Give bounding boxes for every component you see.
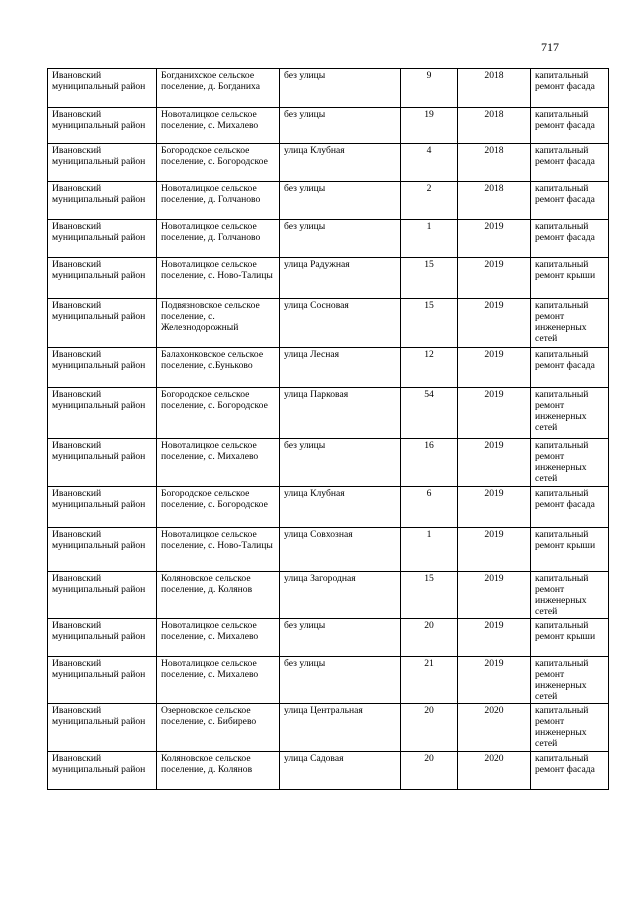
table-row: [48, 752, 609, 790]
year-cell: 2019: [458, 220, 531, 258]
settlement-cell: Новоталицкое сельское поселение, с. Михалево: [157, 439, 280, 487]
settlement-cell: Новоталицкое сельское поселение, д. Голчаново: [157, 182, 280, 220]
table-row: [48, 69, 609, 108]
table-row: [48, 182, 609, 220]
table-row: [48, 258, 609, 299]
work-type-cell: капитальный ремонт фасада: [531, 144, 609, 182]
table-row: [48, 348, 609, 388]
district-cell: Ивановский муниципальный район: [48, 220, 157, 258]
house-number-cell: 54: [401, 388, 458, 439]
street-cell: улица Садовая: [280, 752, 401, 790]
district-cell: Ивановский муниципальный район: [48, 144, 157, 182]
house-number-cell: 20: [401, 619, 458, 657]
year-cell: 2019: [458, 439, 531, 487]
table-row: [48, 487, 609, 528]
street-cell: без улицы: [280, 439, 401, 487]
work-type-cell: капитальный ремонт инженерных сетей: [531, 704, 609, 752]
street-cell: улица Загородная: [280, 572, 401, 619]
district-cell: Ивановский муниципальный район: [48, 108, 157, 144]
district-cell: Ивановский муниципальный район: [48, 348, 157, 388]
district-cell: Ивановский муниципальный район: [48, 439, 157, 487]
table-body: [48, 69, 609, 790]
table-row: [48, 108, 609, 144]
settlement-cell: Новоталицкое сельское поселение, с. Ново-Талицы: [157, 258, 280, 299]
table-row: [48, 572, 609, 619]
district-cell: Ивановский муниципальный район: [48, 388, 157, 439]
year-cell: 2018: [458, 182, 531, 220]
street-cell: улица Клубная: [280, 487, 401, 528]
house-number-cell: 9: [401, 69, 458, 108]
district-cell: Ивановский муниципальный район: [48, 299, 157, 348]
district-cell: Ивановский муниципальный район: [48, 258, 157, 299]
work-type-cell: капитальный ремонт инженерных сетей: [531, 439, 609, 487]
district-cell: Ивановский муниципальный район: [48, 619, 157, 657]
street-cell: без улицы: [280, 657, 401, 704]
work-type-cell: капитальный ремонт инженерных сетей: [531, 299, 609, 348]
table-row: [48, 439, 609, 487]
settlement-cell: Коляновское сельское поселение, д. Колянов: [157, 572, 280, 619]
settlement-cell: Озерновское сельское поселение, с. Бибирево: [157, 704, 280, 752]
work-type-cell: капитальный ремонт фасада: [531, 220, 609, 258]
house-number-cell: 15: [401, 258, 458, 299]
district-cell: Ивановский муниципальный район: [48, 704, 157, 752]
year-cell: 2018: [458, 144, 531, 182]
settlement-cell: Балахонковское сельское поселение, с.Буньково: [157, 348, 280, 388]
work-type-cell: капитальный ремонт крыши: [531, 619, 609, 657]
work-type-cell: капитальный ремонт фасада: [531, 752, 609, 790]
work-type-cell: капитальный ремонт крыши: [531, 258, 609, 299]
table-row: [48, 144, 609, 182]
year-cell: 2020: [458, 704, 531, 752]
year-cell: 2019: [458, 388, 531, 439]
year-cell: 2019: [458, 528, 531, 572]
settlement-cell: Новоталицкое сельское поселение, с. Ново-Талицы: [157, 528, 280, 572]
work-type-cell: капитальный ремонт фасада: [531, 348, 609, 388]
work-type-cell: капитальный ремонт фасада: [531, 69, 609, 108]
work-type-cell: капитальный ремонт инженерных сетей: [531, 572, 609, 619]
year-cell: 2019: [458, 487, 531, 528]
house-number-cell: 12: [401, 348, 458, 388]
settlement-cell: Новоталицкое сельское поселение, с. Михалево: [157, 619, 280, 657]
street-cell: без улицы: [280, 182, 401, 220]
house-number-cell: 2: [401, 182, 458, 220]
table-row: [48, 619, 609, 657]
house-number-cell: 15: [401, 572, 458, 619]
house-number-cell: 19: [401, 108, 458, 144]
table-row: [48, 220, 609, 258]
repair-schedule-table: [47, 68, 609, 790]
year-cell: 2019: [458, 348, 531, 388]
street-cell: улица Совхозная: [280, 528, 401, 572]
year-cell: 2019: [458, 657, 531, 704]
district-cell: Ивановский муниципальный район: [48, 69, 157, 108]
street-cell: без улицы: [280, 108, 401, 144]
table-row: [48, 657, 609, 704]
work-type-cell: капитальный ремонт фасада: [531, 182, 609, 220]
settlement-cell: Новоталицкое сельское поселение, д. Голчаново: [157, 220, 280, 258]
district-cell: Ивановский муниципальный район: [48, 752, 157, 790]
settlement-cell: Новоталицкое сельское поселение, с. Михалево: [157, 657, 280, 704]
page-number: 717: [541, 40, 559, 54]
street-cell: улица Центральная: [280, 704, 401, 752]
house-number-cell: 6: [401, 487, 458, 528]
work-type-cell: капитальный ремонт крыши: [531, 528, 609, 572]
table-row: [48, 528, 609, 572]
street-cell: улица Клубная: [280, 144, 401, 182]
year-cell: 2018: [458, 69, 531, 108]
house-number-cell: 20: [401, 752, 458, 790]
house-number-cell: 16: [401, 439, 458, 487]
house-number-cell: 1: [401, 220, 458, 258]
table-row: [48, 299, 609, 348]
year-cell: 2019: [458, 619, 531, 657]
year-cell: 2019: [458, 299, 531, 348]
table-row: [48, 388, 609, 439]
settlement-cell: Подвязновское сельское поселение, с. Железнодорожный: [157, 299, 280, 348]
year-cell: 2020: [458, 752, 531, 790]
work-type-cell: капитальный ремонт инженерных сетей: [531, 657, 609, 704]
work-type-cell: капитальный ремонт инженерных сетей: [531, 388, 609, 439]
district-cell: Ивановский муниципальный район: [48, 657, 157, 704]
house-number-cell: 21: [401, 657, 458, 704]
house-number-cell: 20: [401, 704, 458, 752]
settlement-cell: Коляновское сельское поселение, д. Колянов: [157, 752, 280, 790]
district-cell: Ивановский муниципальный район: [48, 528, 157, 572]
settlement-cell: Богородское сельское поселение, с. Богородское: [157, 144, 280, 182]
work-type-cell: капитальный ремонт фасада: [531, 108, 609, 144]
district-cell: Ивановский муниципальный район: [48, 182, 157, 220]
street-cell: без улицы: [280, 69, 401, 108]
settlement-cell: Богданихское сельское поселение, д. Богданиха: [157, 69, 280, 108]
settlement-cell: Новоталицкое сельское поселение, с. Михалево: [157, 108, 280, 144]
district-cell: Ивановский муниципальный район: [48, 487, 157, 528]
street-cell: улица Сосновая: [280, 299, 401, 348]
house-number-cell: 15: [401, 299, 458, 348]
year-cell: 2018: [458, 108, 531, 144]
year-cell: 2019: [458, 572, 531, 619]
district-cell: Ивановский муниципальный район: [48, 572, 157, 619]
year-cell: 2019: [458, 258, 531, 299]
street-cell: без улицы: [280, 619, 401, 657]
work-type-cell: капитальный ремонт фасада: [531, 487, 609, 528]
house-number-cell: 1: [401, 528, 458, 572]
settlement-cell: Богородское сельское поселение, с. Богородское: [157, 487, 280, 528]
street-cell: без улицы: [280, 220, 401, 258]
settlement-cell: Богородское сельское поселение, с. Богородское: [157, 388, 280, 439]
street-cell: улица Радужная: [280, 258, 401, 299]
street-cell: улица Парковая: [280, 388, 401, 439]
house-number-cell: 4: [401, 144, 458, 182]
street-cell: улица Лесная: [280, 348, 401, 388]
table-row: [48, 704, 609, 752]
